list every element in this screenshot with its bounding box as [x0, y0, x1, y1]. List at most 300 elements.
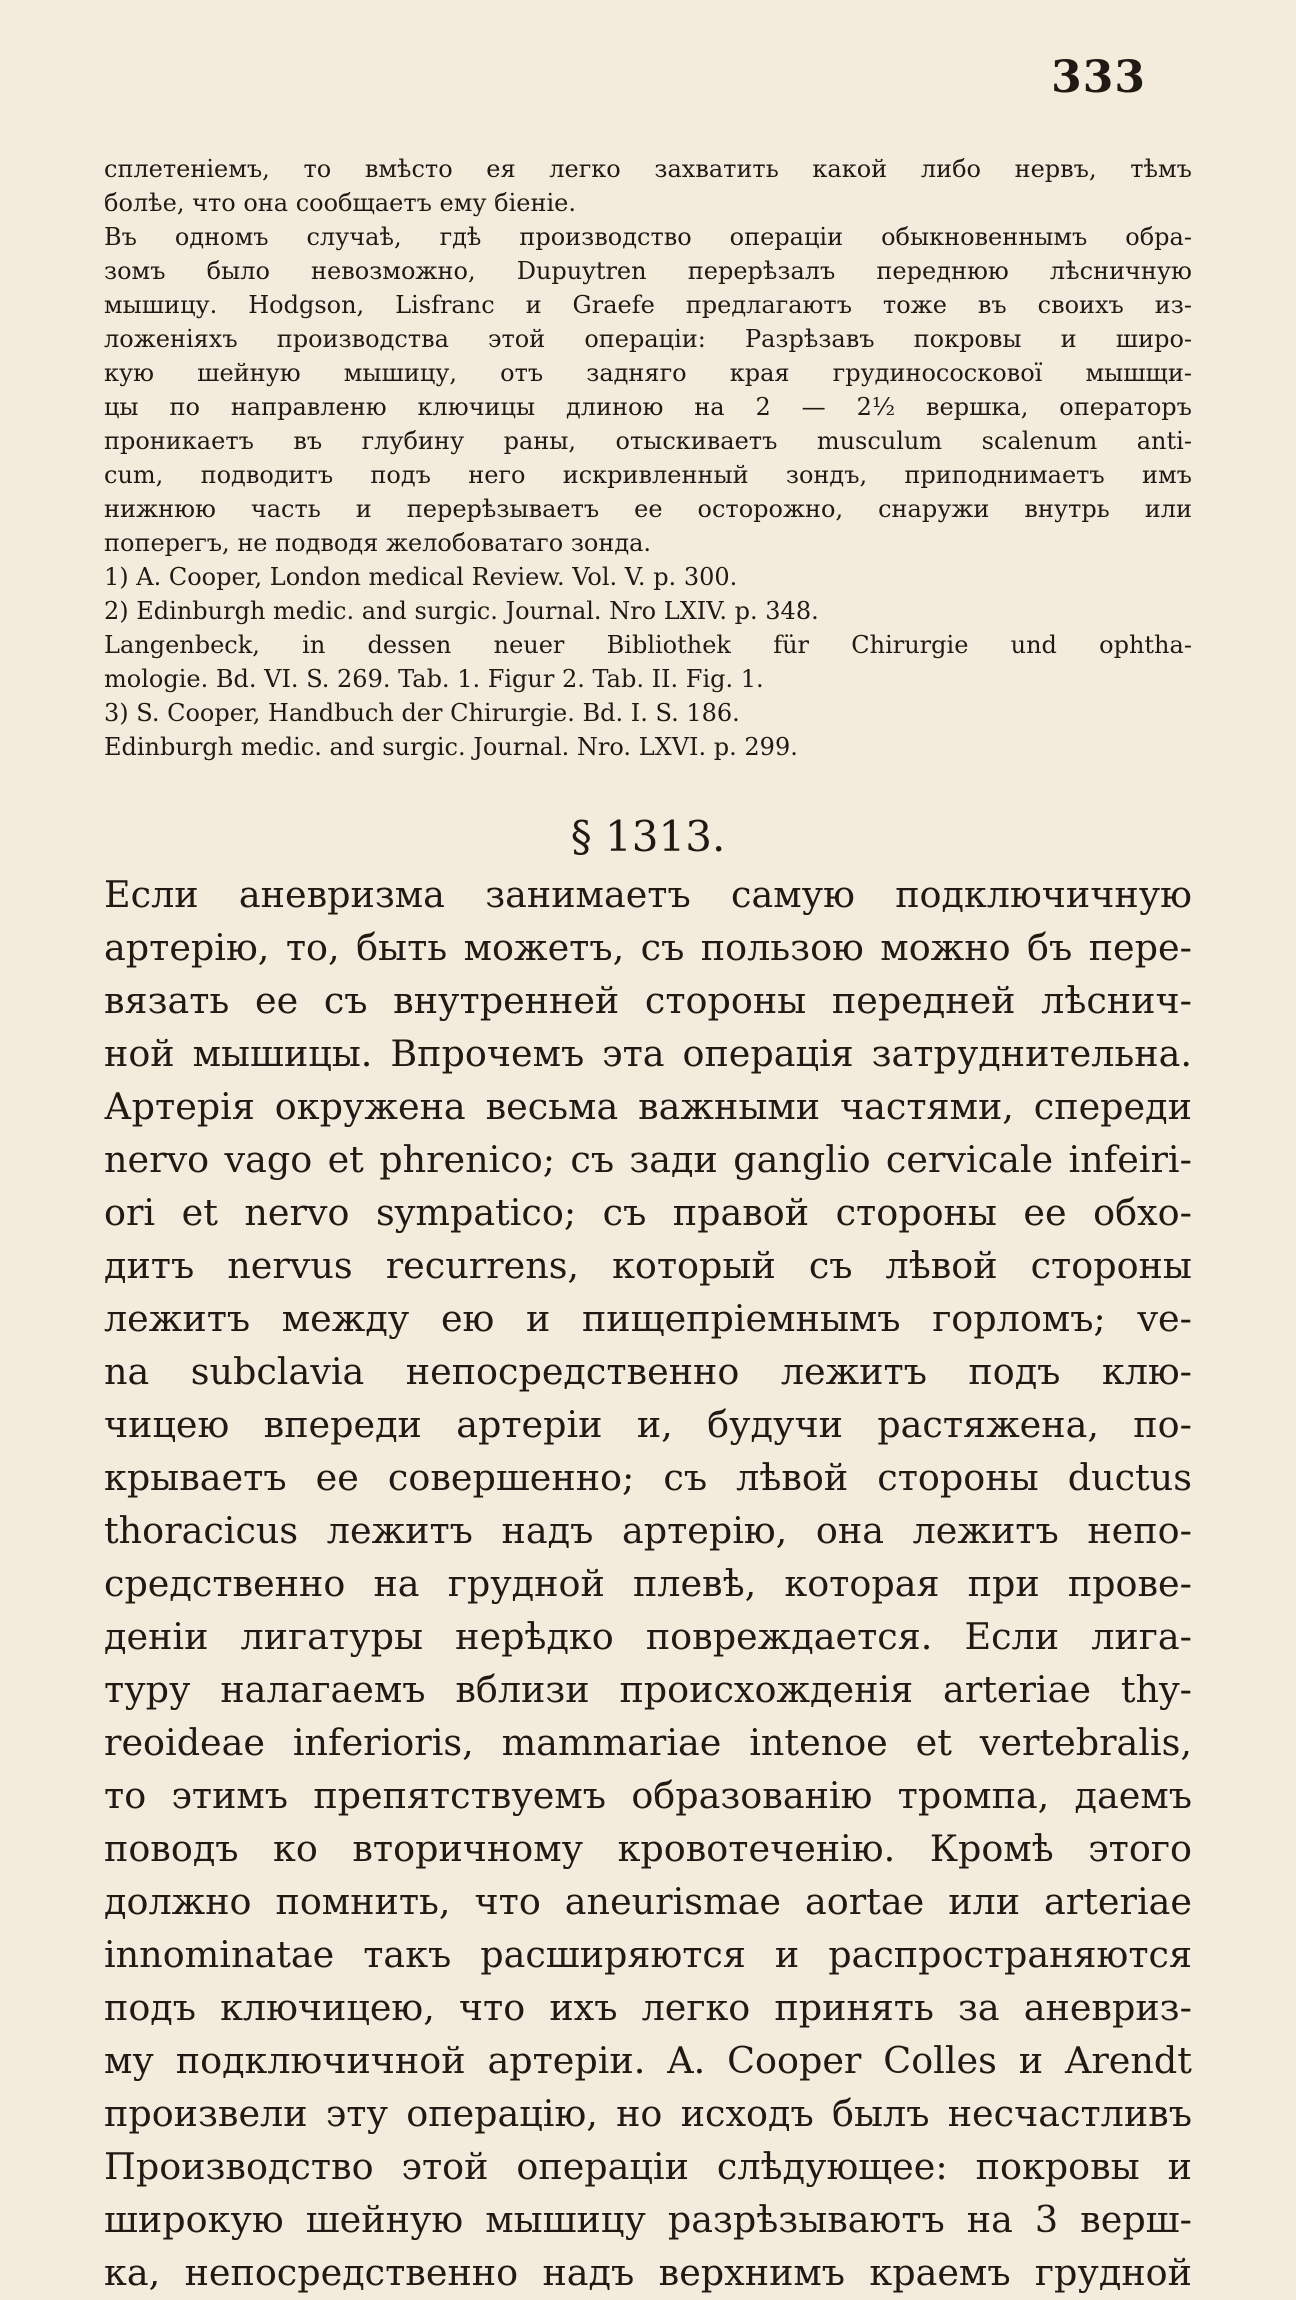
- word: ею: [440, 1297, 495, 1340]
- word: мышщи-: [1085, 359, 1192, 387]
- word: грудной: [1034, 2251, 1192, 2294]
- word: surgic.: [382, 733, 474, 761]
- word: часть: [250, 495, 321, 523]
- word: мышицу: [485, 2198, 646, 2241]
- word: верхнимъ: [658, 2251, 846, 2294]
- word: грудинососкової: [832, 359, 1043, 387]
- word: Hodgson,: [248, 291, 365, 319]
- word: артерію,: [621, 1509, 788, 1552]
- word: medic.: [240, 733, 330, 761]
- word: inferioris,: [292, 1721, 474, 1764]
- word: Nro: [609, 597, 664, 625]
- footnote-line: [104, 594, 1192, 628]
- word: Review.: [471, 563, 573, 591]
- word: этой: [401, 2145, 489, 2188]
- word: sympatico;: [376, 1191, 577, 1234]
- word: vago: [224, 1138, 313, 1181]
- word: 186.: [686, 699, 740, 727]
- word: Colles: [883, 2039, 997, 2082]
- word: самую: [731, 873, 855, 916]
- word: Fig.: [685, 665, 741, 693]
- word: ему: [439, 189, 495, 217]
- word: Въ: [104, 223, 137, 251]
- word: der: [401, 699, 451, 727]
- word: проникаетъ: [104, 427, 254, 455]
- word: былъ: [832, 2092, 930, 2135]
- text-line: [104, 152, 1192, 186]
- word: LXIV.: [663, 597, 735, 625]
- word: подключичной: [175, 2039, 466, 2082]
- word: aortae: [804, 1880, 925, 1923]
- word: прове-: [1067, 1562, 1192, 1605]
- word: Figur: [487, 665, 562, 693]
- word: phrenico;: [379, 1138, 556, 1181]
- word: производства: [276, 325, 449, 353]
- word: тоже: [882, 291, 947, 319]
- word: передней: [831, 979, 1016, 1022]
- word: in: [302, 631, 326, 659]
- word: мышицу.: [104, 291, 218, 319]
- word: направленю: [230, 393, 387, 421]
- word: и: [774, 1933, 800, 1976]
- text-line: [104, 492, 1192, 526]
- word: кровотеченію.: [617, 1827, 896, 1870]
- word: поперегъ,: [104, 529, 238, 557]
- word: Tab.: [592, 665, 652, 693]
- word: му: [104, 2039, 154, 2082]
- word: верш-: [1080, 2198, 1192, 2241]
- word: ее: [1023, 1191, 1067, 1234]
- word: невозможно,: [311, 257, 476, 285]
- word: и: [1018, 2039, 1044, 2082]
- word: ее: [315, 1456, 359, 1499]
- word: операцію,: [406, 2092, 598, 2135]
- word: шейную: [197, 359, 301, 387]
- word: артеріи: [456, 1403, 603, 1446]
- word: ко: [273, 1827, 318, 1870]
- word: зондъ,: [785, 461, 868, 489]
- word: грудной: [447, 1562, 605, 1605]
- word: из-: [1154, 291, 1192, 319]
- word: 299.: [744, 733, 798, 761]
- word: при: [967, 1562, 1040, 1605]
- word: Артерія: [104, 1085, 255, 1128]
- word: лигатуры: [240, 1615, 424, 1658]
- word: cum,: [104, 461, 164, 489]
- word: innominatae: [104, 1933, 335, 1976]
- word: arteriae: [943, 1668, 1091, 1711]
- word: приподнимаетъ: [904, 461, 1105, 489]
- body-line: [104, 868, 1192, 921]
- word: and: [361, 597, 415, 625]
- word: Graefe: [572, 291, 655, 319]
- word: внутрь: [1024, 495, 1110, 523]
- word: зомъ: [104, 257, 166, 285]
- word: intenoe: [749, 1721, 888, 1764]
- word: снаружи: [878, 495, 990, 523]
- word: aneurismae: [564, 1880, 781, 1923]
- word: спереди: [1033, 1085, 1192, 1128]
- word: правой: [672, 1191, 810, 1234]
- word: даемъ: [1074, 1774, 1192, 1817]
- word: крываетъ: [104, 1456, 287, 1499]
- word: этого: [1088, 1827, 1192, 1870]
- body-line: [104, 1133, 1192, 1186]
- word: внутренней: [393, 979, 620, 1022]
- small-text-block: [104, 152, 1192, 764]
- word: Arendt: [1064, 2039, 1192, 2082]
- word: туру: [104, 1668, 191, 1711]
- word: Производство: [104, 2145, 374, 2188]
- word: и: [1167, 2145, 1192, 2188]
- word: Handbuch: [268, 699, 402, 727]
- word: сплетеніемъ,: [104, 155, 270, 183]
- word: переднюю: [876, 257, 1009, 285]
- word: обра-: [1125, 223, 1192, 251]
- word: London: [269, 563, 369, 591]
- word: отъ: [500, 359, 544, 387]
- word: болѣе,: [104, 189, 193, 217]
- word: надъ: [501, 1509, 594, 1552]
- word: Journal.: [505, 597, 610, 625]
- word: впереди: [263, 1403, 422, 1446]
- word: операціи:: [584, 325, 706, 353]
- word: dessen: [367, 631, 452, 659]
- word: nervus: [227, 1244, 353, 1287]
- word: Cooper: [727, 2039, 862, 2082]
- body-line: [104, 1610, 1192, 1663]
- word: ложеніяхъ: [104, 325, 238, 353]
- word: Впрочемъ: [390, 1032, 585, 1075]
- body-line: [104, 1398, 1192, 1451]
- word: Journal.: [473, 733, 577, 761]
- body-line: [104, 1769, 1192, 1822]
- word: и: [355, 495, 372, 523]
- word: Edinburgh: [136, 597, 274, 625]
- body-line: [104, 1186, 1192, 1239]
- word: Bd.: [215, 665, 265, 693]
- word: мышицы.: [192, 1032, 373, 1075]
- word: было: [206, 257, 270, 285]
- body-line: [104, 2140, 1192, 2193]
- text-line: [104, 424, 1192, 458]
- word: операціи: [516, 2145, 689, 2188]
- body-line: [104, 1716, 1192, 1769]
- word: —: [801, 393, 826, 421]
- word: подводитъ: [200, 461, 334, 489]
- word: обхо-: [1093, 1191, 1192, 1234]
- word: V.: [624, 563, 654, 591]
- word: p.: [734, 597, 766, 625]
- word: стороны: [835, 1191, 997, 1234]
- word: съ: [570, 1138, 615, 1181]
- word: широкую: [104, 2198, 284, 2241]
- word: занимаетъ: [485, 873, 691, 916]
- word: горломъ;: [932, 1297, 1106, 1340]
- word: и,: [636, 1403, 673, 1446]
- word: 3): [104, 699, 137, 727]
- word: него: [468, 461, 526, 489]
- word: съ: [323, 979, 368, 1022]
- word: 1.: [740, 665, 764, 693]
- word: подъ: [370, 461, 431, 489]
- text-line: [104, 322, 1192, 356]
- word: 348.: [765, 597, 819, 625]
- text-line: [104, 390, 1192, 424]
- word: S.: [306, 665, 338, 693]
- body-line: [104, 1557, 1192, 1610]
- word: желобоватаго: [385, 529, 571, 557]
- text-line: [104, 288, 1192, 322]
- word: ductus: [1067, 1456, 1192, 1499]
- word: medic.: [273, 597, 362, 625]
- word: распространяются: [828, 1933, 1192, 1976]
- word: musculum: [816, 427, 943, 455]
- word: кую: [104, 359, 155, 387]
- word: für: [773, 631, 810, 659]
- word: будучи: [707, 1403, 843, 1446]
- word: края: [729, 359, 790, 387]
- word: захватить: [654, 155, 779, 183]
- word: можно: [880, 926, 1011, 969]
- word: принять: [774, 1986, 934, 2029]
- body-line: [104, 1981, 1192, 2034]
- main-text-block: [104, 868, 1192, 2299]
- word: 3: [1034, 2198, 1059, 2241]
- body-line: [104, 1663, 1192, 1716]
- word: которая: [784, 1562, 940, 1605]
- word: ophtha-: [1099, 631, 1192, 659]
- footnote-line: [104, 662, 1192, 696]
- word: на: [373, 1562, 420, 1605]
- word: легко: [549, 155, 621, 183]
- word: подъ: [104, 1986, 196, 2029]
- footnote-line: [104, 628, 1192, 662]
- word: Edinburgh: [104, 733, 241, 761]
- word: или: [1144, 495, 1192, 523]
- word: весьма: [485, 1085, 619, 1128]
- word: нервъ,: [1014, 155, 1097, 183]
- word: клю-: [1101, 1350, 1192, 1393]
- word: ganglio: [733, 1138, 871, 1181]
- word: Langenbeck,: [104, 631, 260, 659]
- word: Разрѣзавъ: [744, 325, 875, 353]
- word: должно: [104, 1880, 252, 1923]
- word: нижнюю: [104, 495, 216, 523]
- word: подключичную: [895, 873, 1192, 916]
- word: непо-: [1087, 1509, 1192, 1552]
- word: совершенно;: [387, 1456, 635, 1499]
- word: глубину: [361, 427, 465, 455]
- word: повреждается.: [645, 1615, 933, 1658]
- word: мышицу,: [343, 359, 458, 387]
- body-line: [104, 1928, 1192, 1981]
- word: na: [104, 1350, 150, 1393]
- word: 1.: [457, 665, 488, 693]
- word: вязать: [104, 979, 230, 1022]
- word: Chirurgie: [851, 631, 969, 659]
- word: то,: [285, 926, 340, 969]
- word: I.: [630, 699, 656, 727]
- word: anti-: [1136, 427, 1192, 455]
- word: ка,: [104, 2251, 161, 2294]
- word: между: [281, 1297, 410, 1340]
- word: зонда.: [570, 529, 652, 557]
- footnote-line: [104, 560, 1192, 594]
- word: широ-: [1115, 325, 1192, 353]
- word: операціи: [729, 223, 844, 251]
- word: быть: [356, 926, 448, 969]
- word: и: [1060, 325, 1077, 353]
- body-line: [104, 1027, 1192, 1080]
- word: образованію: [631, 1774, 873, 1817]
- word: за: [957, 1986, 1000, 2029]
- word: surgic.: [414, 597, 506, 625]
- word: препятствуемъ: [313, 1774, 607, 1817]
- text-line: [104, 254, 1192, 288]
- word: 2.: [561, 665, 593, 693]
- word: p.: [653, 563, 684, 591]
- word: что: [192, 189, 244, 217]
- word: какой: [812, 155, 888, 183]
- text-line: [104, 458, 1192, 492]
- word: въ: [977, 291, 1007, 319]
- word: вершка,: [926, 393, 1029, 421]
- word: thoracicus: [104, 1509, 299, 1552]
- word: гдѣ: [439, 223, 482, 251]
- word: medical: [368, 563, 472, 591]
- word: Bd.: [582, 699, 631, 727]
- word: Если: [104, 873, 199, 916]
- word: на: [694, 393, 725, 421]
- body-line: [104, 1451, 1192, 1504]
- word: растяжена,: [877, 1403, 1099, 1446]
- word: II.: [651, 665, 686, 693]
- word: лѣснич-: [1041, 979, 1192, 1022]
- body-line: [104, 2246, 1192, 2299]
- word: и: [526, 1297, 551, 1340]
- word: et: [327, 1138, 364, 1181]
- word: эта: [602, 1032, 665, 1075]
- word: она: [815, 1509, 884, 1552]
- word: происхожденія: [619, 1668, 914, 1711]
- word: S.: [655, 699, 687, 727]
- word: слѣдующее:: [716, 2145, 948, 2188]
- word: обыкновеннымъ: [881, 223, 1088, 251]
- word: Dupuytren: [516, 257, 647, 285]
- word: можетъ,: [463, 926, 625, 969]
- body-line: [104, 2087, 1192, 2140]
- body-line: [104, 1875, 1192, 1928]
- word: стороны: [877, 1456, 1039, 1499]
- word: легко: [641, 1986, 751, 2029]
- word: mologie.: [104, 665, 216, 693]
- word: 300.: [683, 563, 738, 591]
- word: лѣсничную: [1049, 257, 1192, 285]
- word: поводъ: [104, 1827, 239, 1870]
- word: по: [169, 393, 200, 421]
- word: длиною: [566, 393, 664, 421]
- word: mammariae: [501, 1721, 722, 1764]
- word: et: [915, 1721, 952, 1764]
- word: ной: [104, 1032, 175, 1075]
- word: VI.: [264, 665, 307, 693]
- word: произвели: [104, 2092, 308, 2135]
- word: лѣвой: [885, 1244, 998, 1287]
- word: 2): [104, 597, 137, 625]
- word: A.: [667, 2039, 706, 2082]
- word: съ: [640, 926, 685, 969]
- word: отыскиваетъ: [615, 427, 778, 455]
- word: шейную: [305, 2198, 464, 2241]
- body-line: [104, 1504, 1192, 1557]
- word: recurrens,: [385, 1244, 580, 1287]
- word: непосредственно: [184, 2251, 519, 2294]
- word: съ: [663, 1456, 708, 1499]
- word: 269.: [337, 665, 399, 693]
- footnote-line: [104, 696, 1192, 730]
- word: біеніе.: [494, 189, 576, 217]
- body-line: [104, 1239, 1192, 1292]
- word: Cooper,: [167, 699, 269, 727]
- word: et: [181, 1191, 218, 1234]
- word: ключицы: [417, 393, 536, 421]
- word: или: [948, 1880, 1021, 1923]
- word: лежитъ: [326, 1509, 473, 1552]
- word: этой: [488, 325, 546, 353]
- word: предлагаютъ: [685, 291, 852, 319]
- word: окружена: [274, 1085, 466, 1128]
- word: стороны: [1030, 1244, 1192, 1287]
- word: вблизи: [455, 1668, 590, 1711]
- word: дитъ: [104, 1244, 195, 1287]
- word: neuer: [493, 631, 565, 659]
- word: несчастливъ: [947, 2092, 1192, 2135]
- word: этимъ: [171, 1774, 289, 1817]
- word: имъ: [1142, 461, 1192, 489]
- word: важными: [638, 1085, 821, 1128]
- word: und: [1010, 631, 1057, 659]
- word: она: [243, 189, 296, 217]
- word: нерѣдко: [455, 1615, 614, 1658]
- word: 2: [755, 393, 771, 421]
- word: p.: [713, 733, 745, 761]
- word: перерѣзываетъ: [406, 495, 600, 523]
- word: краемъ: [869, 2251, 1011, 2294]
- word: Кромѣ: [929, 1827, 1054, 1870]
- word: на: [966, 2198, 1013, 2241]
- word: съ: [808, 1244, 853, 1287]
- word: ori: [104, 1191, 156, 1234]
- word: лѣвой: [736, 1456, 849, 1499]
- word: артерію,: [104, 926, 270, 969]
- word: либо: [920, 155, 981, 183]
- word: A.: [136, 563, 169, 591]
- word: плевѣ,: [632, 1562, 757, 1605]
- page-number: 333: [1051, 52, 1146, 103]
- word: по-: [1133, 1403, 1192, 1446]
- body-line: [104, 974, 1192, 1027]
- word: подъ: [968, 1350, 1061, 1393]
- word: ve-: [1137, 1297, 1192, 1340]
- body-line: [104, 1080, 1192, 1133]
- word: Chirurgie.: [450, 699, 583, 727]
- text-line: [104, 526, 1192, 560]
- word: ея: [486, 155, 516, 183]
- word: не: [237, 529, 276, 557]
- word: подводя: [275, 529, 386, 557]
- word: который: [612, 1244, 776, 1287]
